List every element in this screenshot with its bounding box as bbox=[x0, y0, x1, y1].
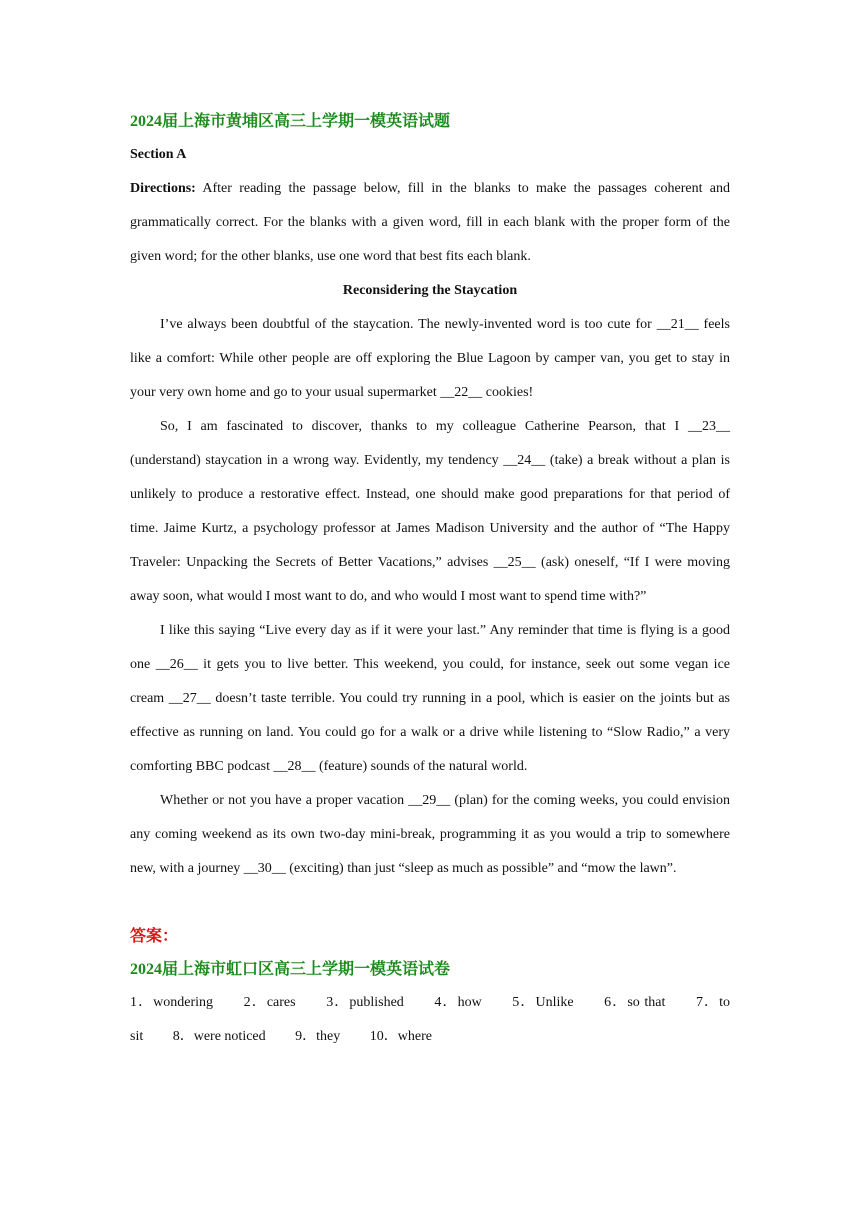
answer-item: 1．wondering bbox=[130, 995, 214, 1010]
passage-paragraph-3: I like this saying “Live every day as if it were your last.” Any reminder that time is flying is a good one __26__ it gets you to live better. This weekend, you could, for instance, seek out some vegan ice cream __27__ doesn’t taste terrible. You could try running in a pool, which is easier on the joints but as effective as running on land. You could go for a walk or a drive while listening to “Slow Radio,” a very comforting BBC podcast __28__ (feature) sounds of the natural world. bbox=[130, 623, 730, 774]
directions-text: After reading the passage below, fill in the blanks to make the passages coherent and grammatically correct. For the blanks with a given word, fill in each blank with the proper form of the given word; for the other blanks, use one word that best fits each blank. bbox=[130, 181, 730, 264]
answer-item: 7．to sit bbox=[130, 995, 731, 1044]
answer-item: 3．published bbox=[326, 995, 404, 1010]
answer-item: 9．they bbox=[295, 1029, 341, 1044]
directions bbox=[130, 172, 730, 274]
passage-paragraph-4: Whether or not you have a proper vacation __29__ (plan) for the coming weeks, you could envision any coming weekend as its own two-day mini-break, programming it as you would a trip to somewhere new, with a journey __30__ (exciting) than just “sleep as much as possible” and “mow the lawn”. bbox=[130, 793, 730, 876]
answer-item: 10．where bbox=[369, 1029, 432, 1044]
answer-item: 6．so that bbox=[604, 995, 666, 1010]
answer-item: 2．cares bbox=[243, 995, 296, 1010]
answer-title: 2024届上海市虹口区高三上学期一模英语试卷 bbox=[130, 961, 451, 978]
document-page bbox=[130, 106, 730, 1054]
document-title: 2024届上海市黄埔区高三上学期一模英语试题 bbox=[130, 113, 451, 130]
section-heading: Section A bbox=[130, 147, 187, 162]
answer-list bbox=[130, 986, 730, 1054]
answer-item: 5．Unlike bbox=[512, 995, 574, 1010]
spacer bbox=[130, 886, 730, 920]
passage-title: Reconsidering the Staycation bbox=[342, 283, 518, 298]
passage-paragraph-1: I’ve always been doubtful of the staycation. The newly-invented word is too cute for __21__ feels like a comfort: While other people are off exploring the Blue Lagoon by camper van, you get to stay in your very own home and go to your usual supermarket __22__ cookies! bbox=[130, 317, 730, 400]
answer-item: 8．were noticed bbox=[172, 1029, 266, 1044]
answer-label: 答案： bbox=[130, 928, 179, 945]
passage-paragraph-2: So, I am fascinated to discover, thanks to my colleague Catherine Pearson, that I __23__ (understand) staycation in a wrong way. Evidently, my tendency __24__ (take) a break without a plan is unlikely to produce a restorative effect. Instead, one should make good preparations for that period of time. Jaime Kurtz, a psychology professor at James Madison University and the author of “The Happy Traveler: Unpacking the Secrets of Better Vacations,” advises __25__ (ask) oneself, “If I were moving away soon, what would I most want to do, and who would I most want to spend time with?” bbox=[130, 419, 730, 604]
directions-label: Directions: bbox=[130, 181, 196, 196]
answer-item: 4．how bbox=[434, 995, 482, 1010]
